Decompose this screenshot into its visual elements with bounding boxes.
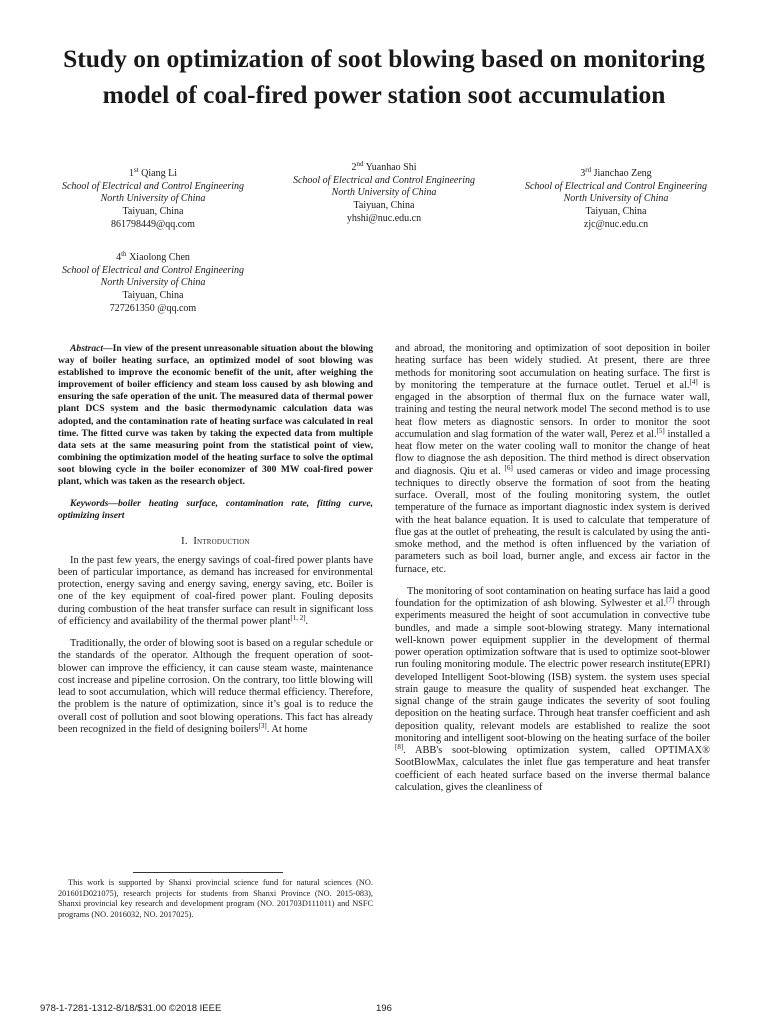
page-number: 196 [376,1003,392,1014]
author-university: North University of China [100,277,206,289]
right-column [395,343,710,794]
paragraph-text: used cameras or video and image processing techniques to directly observe the formation of soot from the heating surface. Overall, most of the fouling monitoring system, the outlet temperature of the furnace as important diagnostic index system is derived with the heat balance equation. It is used to calculate that temperature of flue gas at the outlet of preheating, the result is calculated by using the anti-smoke method, and the method is often influenced by the variation of parameters such as boil load, burner angle, and excess air factor in the furnace, etc. [395,465,710,575]
left-column [58,343,373,736]
author-name: Qiang Li [141,168,177,179]
author-block-1 [53,168,253,232]
author-ordinal: 3 [580,168,586,179]
paragraph-text: . [305,615,309,627]
abstract-text: In view of the present unreasonable situation about the blowing way of boiler heating surface, an optimized model of soot blowing was established to improve the economic benefit of the unit, after weighing the improvement of boiler efficiency and steam loss caused by ash blowing and ensuring the safe operation of the unit. The measured data of thermal power plant DCS system and the basic thermodynamic calculation data was adopted, and the contamination rate of heating surface was calculated in real time. The fitted curve was taken by taking the expected data from multiple data sets at the same measuring point from the statistical point of view, combining the optimization model of the heating surface to solve the optimal soot blowing cycle in the boiler economizer of 300 MW coal-fired power plant, which was taken as the research object. [58,343,373,488]
paragraph-text: Traditionally, the order of blowing soot is based on a regular schedule or the standards of the operator. Although the frequent operation of soot-blower can improve the efficiency, it can cause steam waste, maintenance cost increase and pipeline corrosion. On the contrary, too little blowing will lead to soot accumulation, which will reduce thermal efficiency. Therefore, the problem is the nature of optimization, since it’s goal is to reduce the overall cost of pollution and soot blowing operations. This fact has already been recognized in the field of designing boilers [58,638,373,735]
author-city: Taiyuan, China [122,206,184,218]
author-block-3 [516,168,716,232]
intro-paragraph-2 [58,638,373,736]
footer-isbn: 978-1-7281-1312-8/18/$31.00 ©2018 IEEE [40,1003,222,1014]
paragraph-text: installed a heat flow meter on the water cooling wall to monitor the change of heat flow to diagnose the ash deposition. The third method is direct observation and diagnosis. Qiu et al. [395,428,710,477]
abstract-label: Abstract— [70,343,113,354]
author-ordinal: 2 [351,162,357,173]
author-affiliation: School of Electrical and Control Engineering [61,264,245,276]
author-ordinal-suffix: st [134,166,139,174]
citation[interactable]: [7] [666,596,675,604]
citation[interactable]: [3] [258,721,267,730]
author-email[interactable]: zjc@nuc.edu.cn [583,218,649,230]
author-city: Taiyuan, China [122,290,184,302]
author-block-2 [284,162,484,226]
keywords [58,498,373,522]
author-name: Yuanhao Shi [365,162,417,173]
section-title: Introduction [193,536,250,548]
paragraph-text: and abroad, the monitoring and optimization of soot deposition in boiler heating surface has been widely studied. At present, there are three methods for monitoring soot accumulation on heating surface. The first is by monitoring the temperature at the furnace outlet. Teruel et al. [395,343,710,391]
citation[interactable]: [1, 2] [290,613,306,622]
author-block-4 [53,252,253,316]
author-name: Xiaolong Chen [129,252,190,263]
author-university: North University of China [100,193,206,205]
citation[interactable]: [4] [689,377,698,386]
paragraph-text: through experiments measured the height of soot accumulation in convective tube bundles, and made a simple soot-blowing strategy. Many international well-known power equipment supplier in the development of thermal power operation optimization software that is used to optimize soot-blower run fouling monitoring module. The electric power research institute(EPRI) developed Intelligent Soot-blowing (ISB) system. the system uses special strain gauge to measure the quality of suspended heat exchanger. The signal change of the strain gauge indicates the severity of soot fouling deposition on the heating surface. Through heat transfer coefficient and ash deposition quality, relevant models are established to realize the soot monitoring and intelligent soot-blowing on the heating surface of the boiler [395,598,710,744]
section-number: I. [181,536,188,548]
author-email[interactable]: yhshi@nuc.edu.cn [346,212,422,224]
footnote-divider [133,872,283,873]
citation[interactable]: [5] [656,426,665,435]
paragraph-text: . At home [266,723,308,735]
author-ordinal-suffix: nd [356,160,364,168]
author-email[interactable]: 727261350 @qq.com [109,302,197,314]
citation[interactable]: [6] [504,463,513,472]
author-affiliation: School of Electrical and Control Engineering [292,174,476,186]
author-university: North University of China [331,187,437,199]
keywords-label: Keywords— [70,498,118,510]
intro-paragraph-3 [395,343,710,576]
paragraph-text: is engaged in the absorption of thermal flux on the furnace water wall, training and testing the neural network model The second method is to use heat flow meters as diagnostic sensors. In order to monitor the soot accumulation and slag formation of the water wall, Perez et al. [395,379,711,440]
paragraph-text: . ABB's soot-blowing optimization system, called OPTIMAX® SootBlowMax, calculates the inlet flue gas temperature and heat transfer coefficient of each heated surface based on the inverse thermal balance calculation, gives the cleanliness of [395,745,710,793]
citation[interactable]: [8] [395,743,404,751]
intro-paragraph-4 [395,586,710,794]
author-name: Jianchao Zeng [593,168,652,179]
author-affiliation: School of Electrical and Control Engineering [524,180,708,192]
author-city: Taiyuan, China [353,200,415,212]
intro-paragraph-1 [58,555,373,629]
author-city: Taiyuan, China [585,206,647,218]
author-ordinal: 4 [116,252,122,263]
author-ordinal-suffix: th [121,250,127,258]
author-email[interactable]: 861798449@qq.com [111,218,195,230]
paper-title: Study on optimization of soot blowing based on monitoring model of coal-fired power station soot accumulation [63,44,705,109]
footnote: This work is supported by Shanxi provincial science fund for natural sciences (NO. 201601D021075), research projects for students from Shanxi Province (NO. 2015-083), Shanxi provincial key research and development program (NO. 201703D111011) and NSFC programs (NO. 2016032, NO. 2017025). [58,878,373,919]
author-ordinal: 1 [129,168,134,179]
keywords-text: boiler heating surface, contamination rate, fitting curve, optimizing insert [58,498,373,522]
paragraph-text: The monitoring of soot contamination on heating surface has laid a good foundation for the optimization of ash blowing. Sylwester et al. [395,585,710,609]
author-university: North University of China [563,193,669,205]
abstract [58,343,373,488]
author-ordinal-suffix: rd [585,166,592,174]
paragraph-text: In the past few years, the energy savings of coal-fired power plants have been of particular importance, as demand has increased for environmental protection, energy saving and energy saving, energy saving, etc. Boiler is one of the key equipment of coal-fired power plant. Fouling deposits during combustion of the heat transfer surface can result in significant loss of efficiency and availability of the thermal power plant [58,554,373,627]
section-heading-introduction [58,536,373,548]
author-affiliation: School of Electrical and Control Engineering [61,180,245,192]
